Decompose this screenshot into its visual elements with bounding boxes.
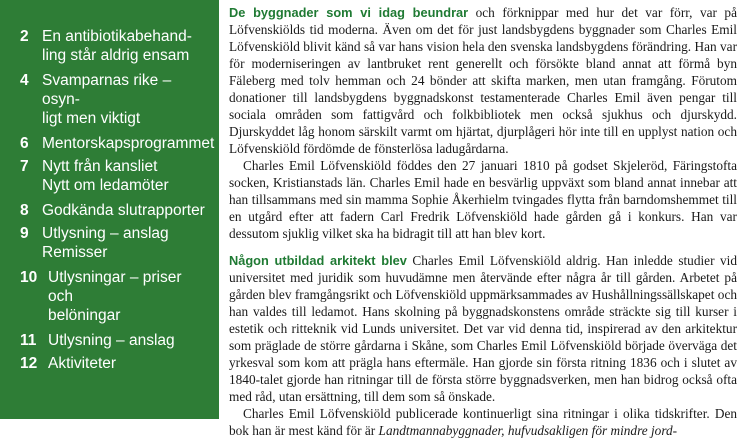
table-of-contents-panel <box>0 0 219 419</box>
toc-title-line: Utlysningar – priser och <box>48 269 182 305</box>
toc-title-line: Aktiviteter <box>48 355 117 372</box>
toc-item[interactable] <box>20 354 210 373</box>
toc-page-number: 7 <box>20 158 29 175</box>
toc-page-number: 10 <box>20 269 38 286</box>
toc-title-line: Mentorskapsprogrammet <box>42 135 215 152</box>
toc-title-line: Godkända slutrapporter <box>42 202 205 219</box>
toc-item[interactable] <box>20 201 210 220</box>
paragraph-text: Charles Emil Löfvenskiöld publicerade kontinuerligt sina ritningar i olika tidskrifter. Den bok han är mest känd för är <box>229 406 737 438</box>
toc-page-number: 12 <box>20 355 38 372</box>
toc-title-line: Nytt från kansliet <box>42 158 158 175</box>
toc-page-number: 6 <box>20 135 29 152</box>
article-paragraph <box>229 4 737 157</box>
toc-title-line: Remisser <box>42 244 108 261</box>
toc-item[interactable] <box>20 331 210 350</box>
toc-item[interactable] <box>20 71 210 128</box>
toc-item[interactable] <box>20 224 210 262</box>
paragraph-lead-in: Någon utbildad arkitekt blev <box>229 253 407 268</box>
toc-title-line: Nytt om ledamöter <box>42 177 169 194</box>
toc-title-line: Utlysning – anslag <box>42 225 169 242</box>
article-paragraph <box>229 157 737 242</box>
article-paragraph <box>229 405 737 439</box>
paragraph-text: och förknippar med hur det var förr, var på Löfvenskiölds tid moderna. Även om det för just landsbygdens byggnader som Charles Emil Löfvenskiöld blivit känd så var hans vision hela den svenska landsbygdens förändring. Han var för moderniseringen av lantbruket rent generellt och försökte bland annat att förmå byn Fäleberg med tolv hemman och 24 bönder att skifta marken, men utan framgång. Förutom donationer till landsbygdens byggnadskonst testamenterade Charles Emil även pengar till sociala områden som fattigvård och folkbibliotek men också sjukhus och djurskydd. Djurskyddet låg honom särskilt varmt om hjärtat, djurplågeri hör inte till en upplyst nation och Löfvenskiöld fördömde de fönsterlösa ladugårdarna. <box>229 5 737 156</box>
toc-item[interactable] <box>20 134 215 153</box>
toc-page-number: 11 <box>20 332 37 349</box>
table-of-contents <box>20 27 215 377</box>
toc-page-number: 8 <box>20 202 29 219</box>
article-body <box>229 4 737 439</box>
toc-title-line: ling står aldrig ensam <box>42 47 190 64</box>
toc-title-line: belöningar <box>48 307 121 324</box>
article-paragraph <box>229 252 737 405</box>
toc-item[interactable] <box>20 27 210 65</box>
book-title: Landtmannabyggnader, hufvudsakligen för mindre jord- <box>378 423 678 438</box>
toc-title-line: Utlysning – anslag <box>48 332 175 349</box>
toc-title-line: ligt men viktigt <box>42 110 141 127</box>
toc-page-number: 4 <box>20 72 29 89</box>
toc-title-line: En antibiotikabehand- <box>42 28 192 45</box>
toc-item[interactable] <box>20 157 210 195</box>
toc-page-number: 2 <box>20 28 29 45</box>
paragraph-text: Charles Emil Löfvenskiöld aldrig. Han inledde studier vid universitet med juridik som huvudämne men återvände efter några år till gården. Arbetet på gården blev framgångsrikt och Löfvenskiöld uppmärksammades av Hushållningssällskapet och han valdes till ledamot. Hans skolning på byggnadskonstens område sträckte sig till kurser i estetik och ritteknik vid Lunds universitet. Det var vid denna tid, inspirerad av den arkitektur som präglade de större gårdarna i Skåne, som Charles Emil Löfvenskiöld började överväga det yrkesval som kom att prägla hans eftermäle. Han gjorde sin första ritning 1836 och i slutet av 1840-talet gjorde han ritningar till de första större byggnadsverken, men han bidrog också ofta med råd, utan ersättning, till dem som så önskade. <box>229 253 737 404</box>
toc-title-line: Svamparnas rike – osyn- <box>42 72 172 108</box>
toc-page-number: 9 <box>20 225 29 242</box>
paragraph-lead-in: De byggnader som vi idag beundrar <box>229 5 469 20</box>
paragraph-text: Charles Emil Löfvenskiöld föddes den 27 januari 1810 på godset Skjeleröd, Färingstofta socken, Kristianstads län. Charles Emil hade en besvärlig uppväxt som bland annat innebar att han tillsammans med sin mamma Sophie Åkerhielm tvingades flytta från barndomshemmet till en utgård efter att fadern Carl Fredrik Löfvenskiöld hade gården gå i konkurs. Han var dessutom sjuklig vilket ska ha bidragit till att han blev kort. <box>229 158 737 241</box>
toc-item[interactable] <box>20 268 210 325</box>
